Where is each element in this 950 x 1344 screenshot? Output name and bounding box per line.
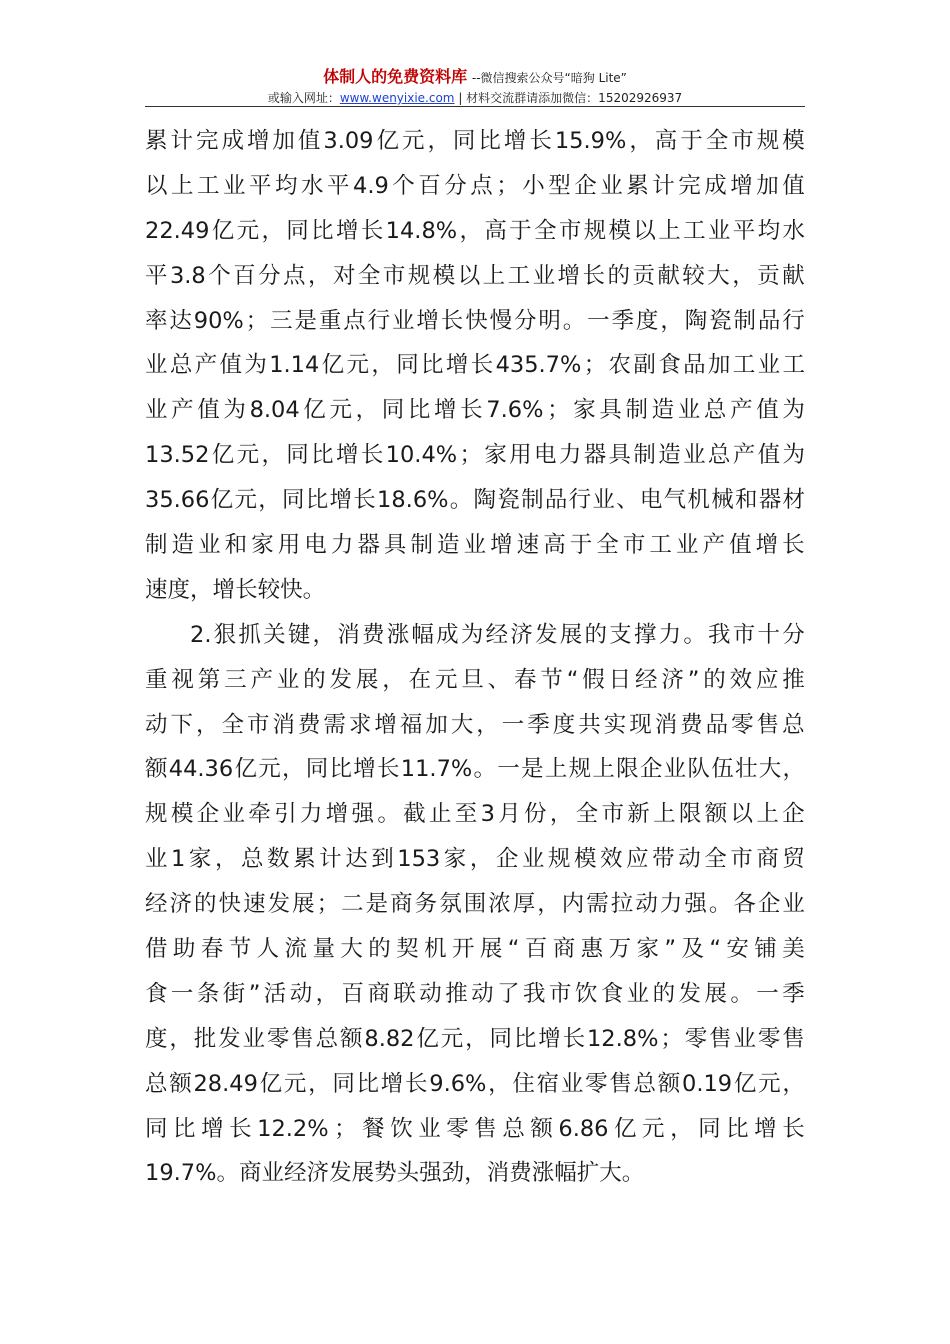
- text-line: 业 总 产 值 为 1.14 亿 元 ， 同 比 增 长 435.7% ； 农 副 食 品 加 工 业 工: [145, 352, 805, 379]
- text-line: 度 ， 批 发 业 零 售 总 额 8.82 亿 元 ， 同 比 增 长 12.8% ； 零 售 业 零 售: [145, 1025, 805, 1052]
- paragraph-last-line: 速 度 ， 增 长 较 快 。: [145, 576, 326, 603]
- site-slogan: --微信搜索公众号“暗狗 Lite”: [471, 71, 627, 85]
- text-line: 同 比 增 长 12.2% ； 餐 饮 业 零 售 总 额 6.86 亿 元 ， 同 比 增 长: [145, 1115, 805, 1142]
- text-line: 13.52 亿 元 ， 同 比 增 长 10.4% ； 家 用 电 力 器 具 制 造 业 总 产 值 为: [145, 442, 805, 469]
- paragraph-last-line: 19.7% 。 商 业 经 济 发 展 势 头 强 劲 ， 消 费 涨 幅 扩 大 。: [145, 1160, 645, 1187]
- contact-info: | 材料交流群请添加微信：15202926937: [458, 91, 683, 105]
- page-header: [145, 66, 805, 107]
- header-contact-line: [145, 89, 805, 107]
- text-line: 业 1 家 ， 总 数 累 计 达 到 153 家 ， 企 业 规 模 效 应 带 动 全 市 商 贸: [145, 846, 805, 873]
- text-line: 重 视 第 三 产 业 的 发 展 ， 在 元 旦 、 春 节 “ 假 日 经 济 ” 的 效 应 推: [145, 666, 805, 693]
- text-line: 借 助 春 节 人 流 量 大 的 契 机 开 展 “ 百 商 惠 万 家 ” 及 “ 安 铺 美: [145, 936, 805, 963]
- text-line: 累 计 完 成 增 加 值 3.09 亿 元 ， 同 比 增 长 15.9% ， 高 于 全 市 规 模: [145, 128, 805, 154]
- text-line: 率 达 90% ； 三 是 重 点 行 业 增 长 快 慢 分 明 。 一 季 度 ， 陶 瓷 制 品 行: [145, 307, 805, 334]
- text-line: 食 一 条 街 ” 活 动 ， 百 商 联 动 推 动 了 我 市 饮 食 业 的 发 展 。 一 季: [145, 980, 805, 1007]
- website-link[interactable]: www.wenyixie.com: [339, 91, 455, 105]
- url-prefix: 或输入网址：: [267, 91, 340, 105]
- text-line: 规 模 企 业 牵 引 力 增 强 。 截 止 至 3 月 份 ， 全 市 新 上 限 额 以 上 企: [145, 801, 805, 828]
- document-body: [145, 119, 805, 1196]
- text-line: 35.66 亿 元 ， 同 比 增 长 18.6% 。 陶 瓷 制 品 行 业 、 电 气 机 械 和 器 材: [145, 487, 805, 514]
- text-line: 制 造 业 和 家 用 电 力 器 具 制 造 业 增 速 高 于 全 市 工 业 产 值 增 长: [145, 532, 805, 559]
- text-line: 22.49 亿 元 ， 同 比 增 长 14.8% ， 高 于 全 市 规 模 以 上 工 业 平 均 水: [145, 217, 805, 244]
- header-title-line: [145, 66, 805, 89]
- text-line: 平 3.8 个 百 分 点 ， 对 全 市 规 模 以 上 工 业 增 长 的 贡 献 较 大 ， 贡 献: [145, 262, 805, 289]
- text-line: 经 济 的 快 速 发 展 ； 二 是 商 务 氛 围 浓 厚 ， 内 需 拉 动 力 强 。 各 企 业: [145, 891, 805, 918]
- header-divider: [145, 106, 805, 107]
- text-line: 总 额 28.49 亿 元 ， 同 比 增 长 9.6% ， 住 宿 业 零 售 总 额 0.19 亿 元 ，: [145, 1070, 805, 1097]
- text-line: 额 44.36 亿 元 ， 同 比 增 长 11.7% 。 一 是 上 规 上 限 企 业 队 伍 壮 大 ，: [145, 756, 805, 783]
- paragraph-first-line: 2. 狠 抓 关 键 ， 消 费 涨 幅 成 为 经 济 发 展 的 支 撑 力 。 我 市 十 分: [190, 621, 805, 648]
- text-line: 业 产 值 为 8.04 亿 元 ， 同 比 增 长 7.6% ； 家 具 制 造 业 总 产 值 为: [145, 397, 805, 424]
- text-line: 动 下 ， 全 市 消 费 需 求 增 福 加 大 ， 一 季 度 共 实 现 消 费 品 零 售 总: [145, 711, 805, 738]
- site-name: 体制人的免费资料库: [323, 67, 468, 86]
- text-line: 以 上 工 业 平 均 水 平 4.9 个 百 分 点 ； 小 型 企 业 累 计 完 成 增 加 值: [145, 172, 805, 199]
